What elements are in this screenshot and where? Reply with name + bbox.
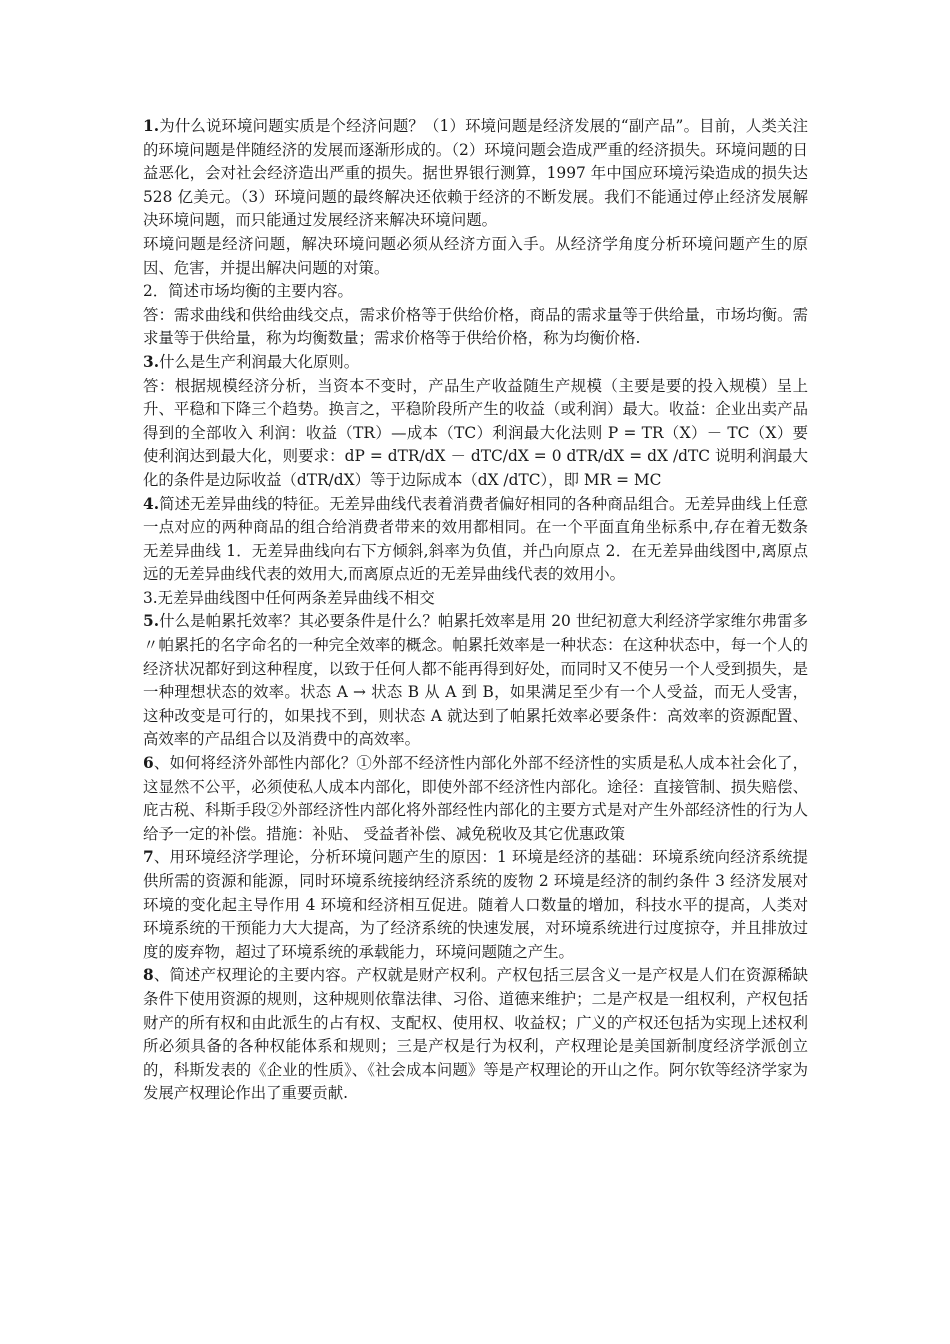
paragraph-text: 、如何将经济外部性内部化？①外部不经济性内部化外部不经济性的实质是私人成本社会化了，这显然不公平，必须使私人成本内部化，即使外部不经济性内部化。途径：直接管制、损失赔偿、庇古税、科斯手段②外部经济性内部化将外部经性内部化的主要方式是对产生外部经济性的行为人给予一定的补偿。措施：补贴、 受益者补偿、减免税收及其它优惠政策 [143,754,808,843]
paragraph-q3-answer [143,375,808,493]
paragraph-q8 [143,964,808,1106]
paragraph-q7 [143,846,808,964]
question-number: 4. [143,494,160,513]
paragraph-text: 3.无差异曲线图中任何两条差异曲线不相交 [143,588,435,607]
question-number: 7 [143,848,154,867]
question-number: 3. [143,352,160,371]
paragraph-text: 为什么说环境问题实质是个经济问题？（1）环境问题是经济发展的“副产品”。目前，人类关注的环境问题是伴随经济的发展而逐渐形成的。（2）环境问题会造成严重的经济损失。环境问题的日益恶化，会对社会经济造出严重的损失。据世界银行测算，1997 年中国应环境污染造成的损失达 528 亿美元。（3）环境问题的最终解决还依赖于经济的不断发展。我们不能通过停止经济发展解决环境问题，而只能通过发展经济来解决环境问题。 [143,117,808,230]
paragraph-q1 [143,115,808,233]
paragraph-text: 什么是帕累托效率？其必要条件是什么？帕累托效率是用 20 世纪初意大利经济学家维尔弗雷多〃帕累托的名字命名的一种完全效率的概念。帕累托效率是一种状态：在这种状态中，每一个人的经济状况都好到这种程度，以致于任何人都不能再得到好处，而同时又不使另一个人受到损失，是一种理想状态的效率。状态 A → 状态 B 从 A 到 B，如果满足至少有一个人受益，而无人受害，这种改变是可行的，如果找不到，则状态 A 就达到了帕累托效率必要条件：高效率的资源配置、高效率的产品组合以及消费中的高效率。 [143,612,808,749]
question-number: 2 [143,282,153,301]
paragraph-text: 简述无差异曲线的特征。无差异曲线代表着消费者偏好相同的各种商品组合。无差异曲线上任意一点对应的两种商品的组合给消费者带来的效用都相同。在一个平面直角坐标系中,存在着无数条无差异曲线 1．无差异曲线向右下方倾斜,斜率为负值，并凸向原点 2．在无差异曲线图中,离原点远的无差异曲线代表的效用大,而离原点近的无差异曲线代表的效用小。 [143,494,808,584]
paragraph-q2-answer [143,304,808,351]
paragraph-q4 [143,493,808,587]
paragraph-q2 [143,280,808,304]
paragraph-q3 [143,351,808,375]
question-number: 5. [143,612,160,631]
paragraph-text: 、用环境经济学理论，分析环境问题产生的原因：1 环境是经济的基础：环境系统向经济系统提供所需的资源和能源，同时环境系统接纳经济系统的废物 2 环境是经济的制约条件 3 经济发展对环境的变化起主导作用 4 环境和经济相互促进。随着人口数量的增加，科技水平的提高，人类对环境系统的干预能力大大提高，为了经济系统的快速发展，对环境系统进行过度掠夺，并且排放过度的废弃物，超过了环境系统的承载能力，环境问题随之产生。 [143,848,808,961]
paragraph-text: 、简述产权理论的主要内容。产权就是财产权利。产权包括三层含义一是产权是人们在资源稀缺条件下使用资源的规则，这种规则依靠法律、习俗、道德来维护；二是产权是一组权利，产权包括财产的所有权和由此派生的占有权、支配权、使用权、收益权；广义的产权还包括为实现上述权利所必须具备的各种权能体系和规则；三是产权是行为权利，产权理论是美国新制度经济学派创立的，科斯发表的《企业的性质》、《社会成本问题》等是产权理论的开山之作。阿尔钦等经济学家为发展产权理论作出了重要贡献. [143,966,808,1103]
question-number: 8 [143,966,154,985]
paragraph-text: 答：根据规模经济分析，当资本不变时，产品生产收益随生产规模（主要是要的投入规模）呈上升、平稳和下降三个趋势。换言之，平稳阶段所产生的收益（或利润）最大。收益：企业出卖产品得到的全部收入 利润：收益（TR）—成本（TC）利润最大化法则 P = TR（X）－ TC（X）要使利润达到最大化，则要求：dP = dTR/dX － dTC/dX = 0 dTR/dX = dX /dTC 说明利润最大化的条件是边际收益（dTR/dX）等于边际成本（dX /dTC），即 MR = MC [143,376,808,489]
question-number: 6 [143,754,154,773]
paragraph-text: 什么是生产利润最大化原则。 [159,352,360,371]
paragraph-q5 [143,610,808,752]
paragraph-q6 [143,752,808,846]
paragraph-q1-summary [143,233,808,280]
question-number: 1. [143,117,160,135]
document-page [143,115,808,1106]
paragraph-text: 环境问题是经济问题，解决环境问题必须从经济方面入手。从经济学角度分析环境问题产生的原因、危害，并提出解决问题的对策。 [143,234,808,277]
paragraph-text: 答：需求曲线和供给曲线交点，需求价格等于供给价格，商品的需求量等于供给量，市场均衡。需求量等于供给量，称为均衡数量；需求价格等于供给价格，称为均衡价格. [143,305,808,348]
paragraph-q4-point3 [143,587,808,611]
paragraph-text: ．简述市场均衡的主要内容。 [152,282,353,301]
